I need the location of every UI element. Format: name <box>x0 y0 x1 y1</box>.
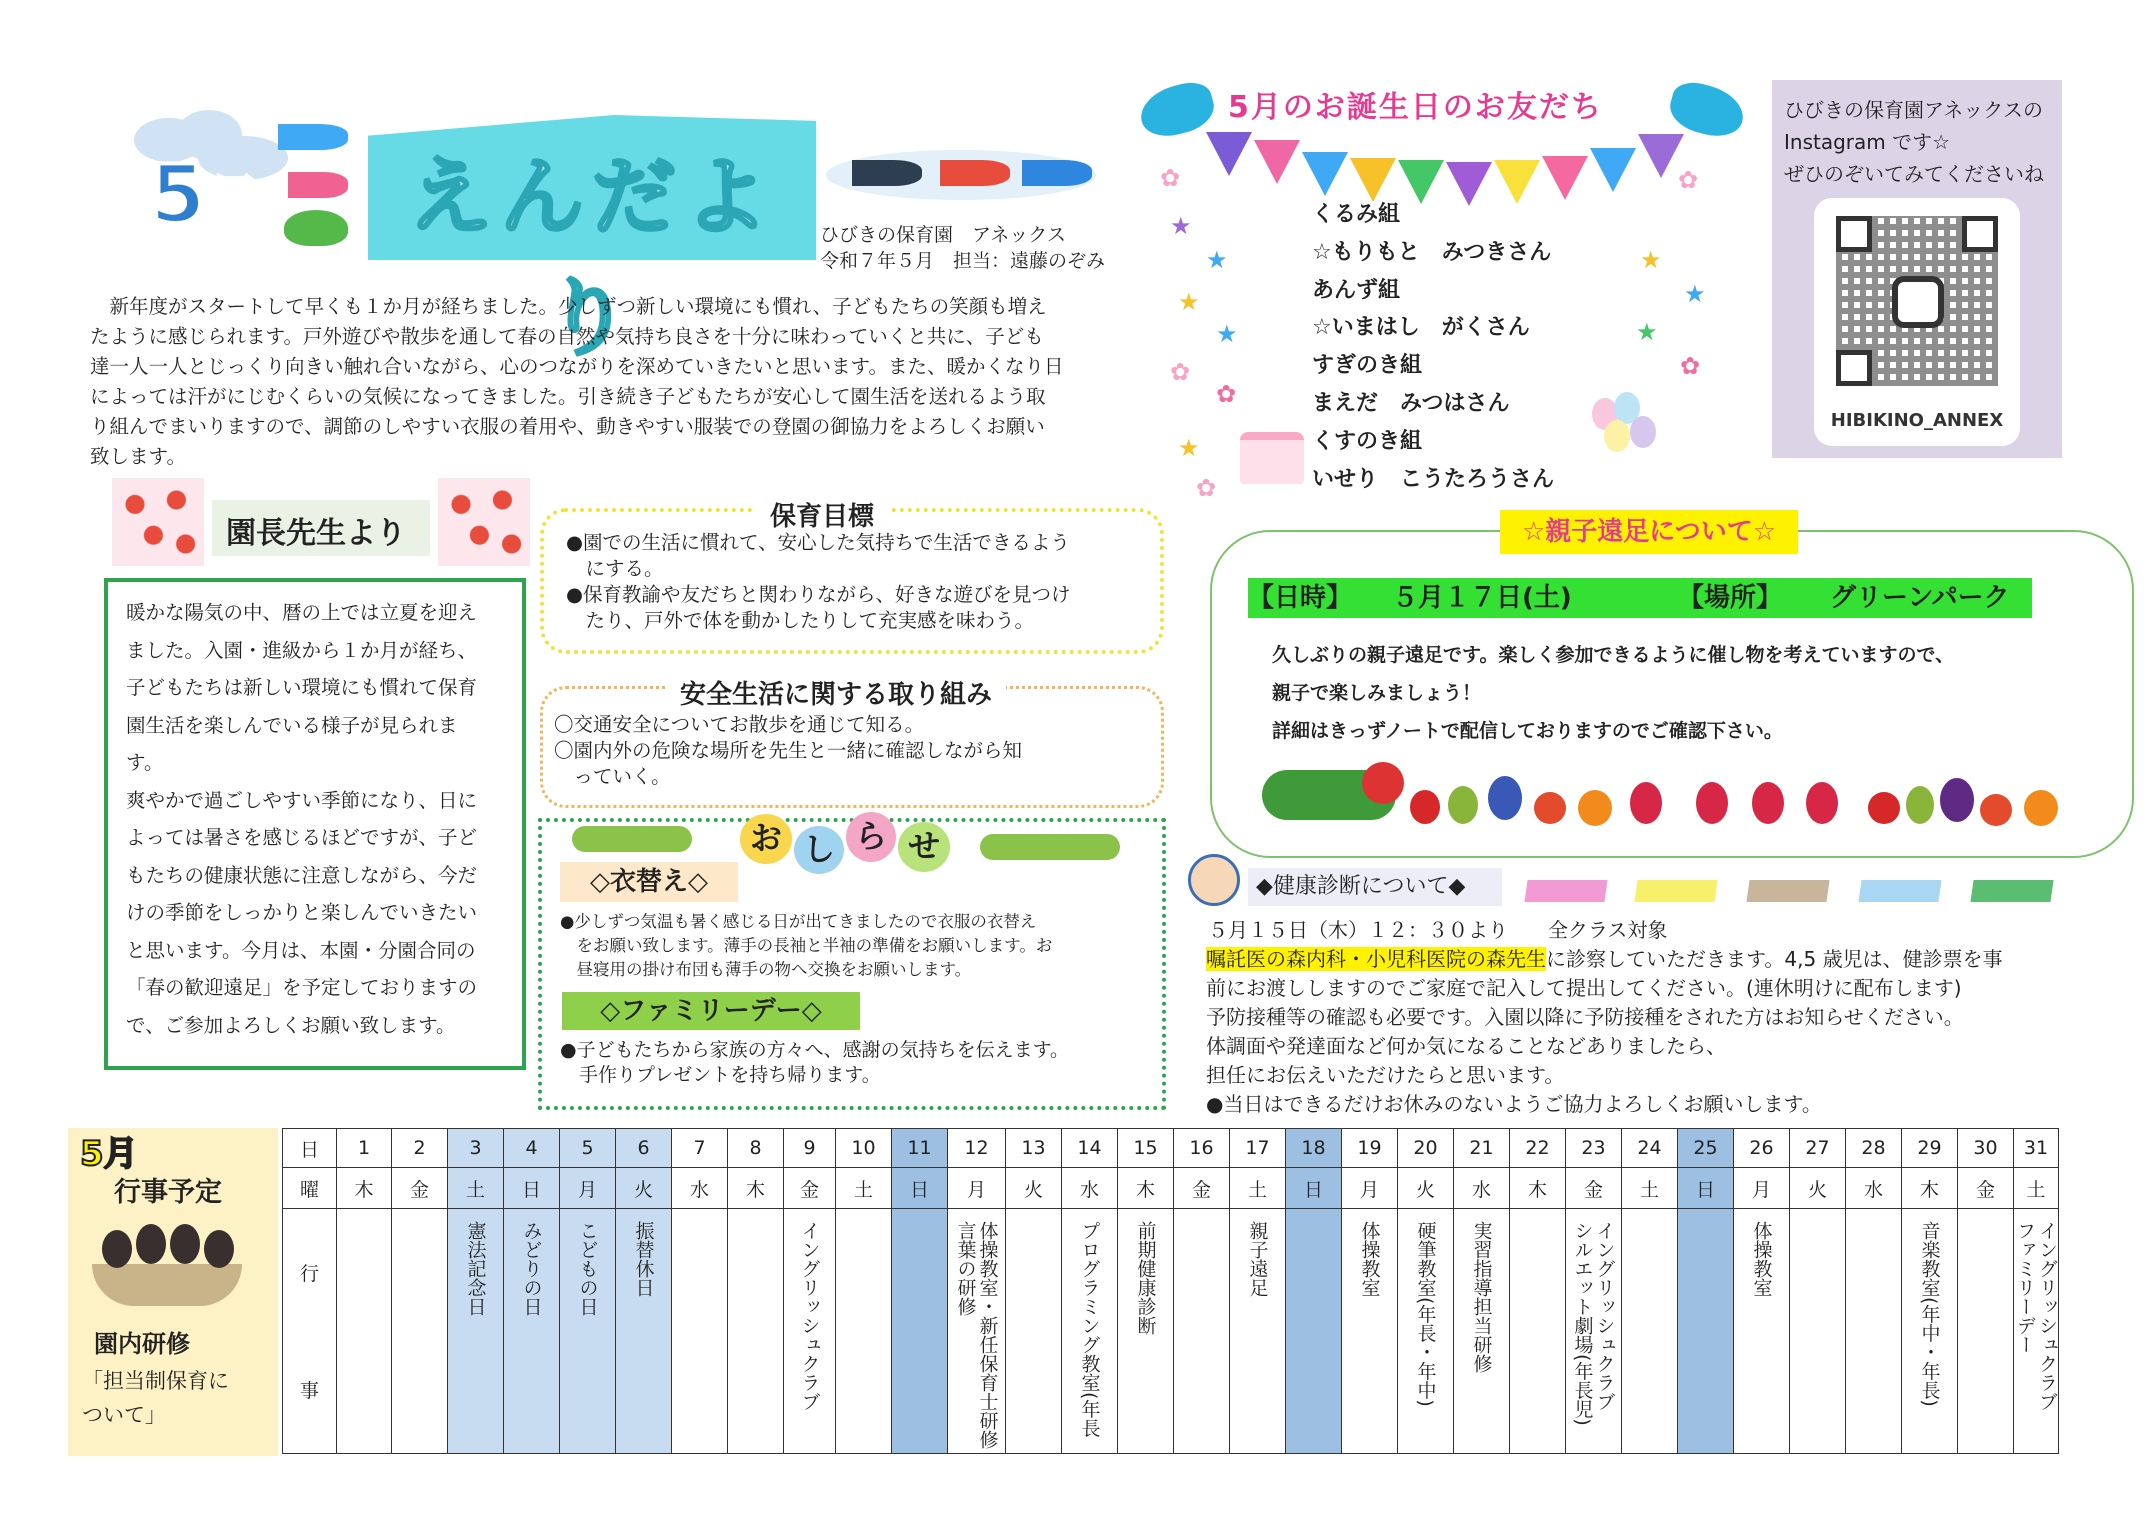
calendar-day-number: 5 <box>560 1129 616 1168</box>
calendar-event: 体操教室 <box>1358 1221 1381 1297</box>
star-icon: ✿ <box>1680 352 1701 380</box>
calendar-title: 行事予定 <box>114 1177 222 1208</box>
calendar-weekday: 土 <box>836 1168 892 1209</box>
family-day-heading: ◇ファミリーデー◇ <box>562 992 860 1030</box>
beans-right-icon <box>980 834 1120 860</box>
calendar-month: 5月 <box>80 1134 138 1174</box>
calendar-event: 体操教室・新任保育士研修 <box>976 1221 999 1449</box>
star-icon: ★ <box>1216 320 1238 348</box>
calendar-day-number: 3 <box>448 1129 504 1168</box>
color-dash <box>1524 880 1607 902</box>
birthday-heading: 5月のお誕生日のお友だち <box>1228 90 1603 125</box>
calendar-day-number: 23 <box>1566 1129 1622 1168</box>
calendar-event: ファミリーデー <box>2014 1221 2036 1354</box>
caterpillar-head-icon <box>1362 762 1404 804</box>
fruit-icon <box>2024 790 2058 826</box>
calendar-weekday: 月 <box>560 1168 616 1209</box>
calendar-event-cell <box>504 1209 560 1454</box>
calendar-event-cell <box>448 1209 504 1454</box>
calendar-day-number: 11 <box>892 1129 948 1168</box>
calendar-event-cell <box>1398 1209 1454 1454</box>
doctor-name: 嘱託医の森内科・小児科医院の森先生 <box>1206 947 1546 971</box>
calendar-event-cell <box>337 1209 392 1454</box>
calendar-day-number: 4 <box>504 1129 560 1168</box>
row-label-weekday: 曜 <box>283 1168 337 1209</box>
calendar-day-number: 18 <box>1286 1129 1342 1168</box>
calendar-day-number: 13 <box>1006 1129 1062 1168</box>
picnic-heading: ☆親子遠足について☆ <box>1500 510 1798 554</box>
calendar-event-cell <box>1958 1209 2014 1454</box>
calendar-weekday: 火 <box>1398 1168 1454 1209</box>
koinobori-icon <box>278 124 348 150</box>
calendar-event-cell <box>1790 1209 1846 1454</box>
safety-text: 〇交通安全についてお散歩を通じて知る。 〇園内外の危険な場所を先生と一緒に確認しながら知 っていく。 <box>554 713 1023 788</box>
koinobori-icon <box>852 160 922 186</box>
notice-badge <box>740 808 960 872</box>
goals-heading: 保育目標 <box>752 496 892 533</box>
fruit-icon <box>1806 782 1838 824</box>
fruit-icon <box>1534 792 1566 824</box>
calendar-weekday: 木 <box>337 1168 392 1209</box>
calendar-weekday: 土 <box>1230 1168 1286 1209</box>
star-icon: ✿ <box>1216 380 1237 408</box>
calendar-weekday: 火 <box>1006 1168 1062 1209</box>
doctor-icon <box>1188 854 1240 906</box>
calendar-day-number: 10 <box>836 1129 892 1168</box>
calendar-event: シルエット劇場(年長児) <box>1571 1221 1594 1426</box>
calendar-day-number: 16 <box>1174 1129 1230 1168</box>
calendar-event: イングリッシュクラブ <box>2036 1221 2058 1411</box>
star-icon: ✿ <box>1170 358 1191 386</box>
calendar-day-number: 2 <box>392 1129 448 1168</box>
calendar-side-panel <box>68 1128 278 1456</box>
calendar-event-cell <box>1062 1209 1118 1454</box>
health-heading: ◆健康診断について◆ <box>1248 868 1502 906</box>
calendar-event: 振替休日 <box>632 1221 655 1297</box>
calendar-event-cell <box>1118 1209 1174 1454</box>
calendar-day-number: 8 <box>728 1129 784 1168</box>
calendar-weekday: 木 <box>728 1168 784 1209</box>
calendar-weekday: 火 <box>616 1168 672 1209</box>
star-icon: ✿ <box>1160 164 1181 192</box>
star-icon: ★ <box>1636 318 1658 346</box>
calendar-event-cell <box>1566 1209 1622 1454</box>
koinobori-icon <box>288 172 348 198</box>
calendar-event-cell <box>1174 1209 1230 1454</box>
instagram-box <box>1772 80 2062 458</box>
fruit-icon <box>1448 786 1478 824</box>
calendar-day-number: 17 <box>1230 1129 1286 1168</box>
month-title: 5月 <box>150 148 262 241</box>
calendar-event: イングリッシュクラブ <box>798 1221 821 1411</box>
calendar-event-cell <box>784 1209 836 1454</box>
calendar-event-cell <box>892 1209 948 1454</box>
calendar-weekday: 土 <box>448 1168 504 1209</box>
calendar-event: 親子遠足 <box>1246 1221 1269 1297</box>
calendar-weekday: 木 <box>1510 1168 1566 1209</box>
koinobori-icon <box>940 160 1010 186</box>
calendar-weekday: 月 <box>1734 1168 1790 1209</box>
calendar-day-number: 19 <box>1342 1129 1398 1168</box>
clothes-heading: ◇衣替え◇ <box>560 862 738 902</box>
calendar-day-number: 24 <box>1622 1129 1678 1168</box>
calendar-event-cell <box>1846 1209 1902 1454</box>
calendar-event: 硬筆教室(年長・年中) <box>1414 1221 1437 1407</box>
picnic-text: 久しぶりの親子遠足です。楽しく参加できるように催し物を考えていますので、 親子で楽しみましょう！ 詳細はきっずノートで配信しておりますのでご確認下さい。 <box>1272 644 1955 742</box>
calendar-day-number: 21 <box>1454 1129 1510 1168</box>
calendar-event: プログラミング教室(年長 <box>1078 1221 1101 1438</box>
newsletter-title: えんだより <box>407 148 776 367</box>
balloon-icon: ら <box>846 812 896 862</box>
star-icon: ★ <box>1178 434 1200 462</box>
row-label-events: 行 事 <box>283 1209 337 1454</box>
instagram-text: ひびきの保育園アネックスの Instagram です☆ ぜひのぞいてみてくださいね <box>1784 98 2044 186</box>
calendar-event-cell <box>1342 1209 1398 1454</box>
qr-finder <box>1836 350 1872 386</box>
calendar-weekday: 木 <box>1118 1168 1174 1209</box>
calendar-event-cell <box>560 1209 616 1454</box>
calendar-event-cell <box>948 1209 1006 1454</box>
school-info <box>820 222 1105 274</box>
picnic-date-bar: 【日時】 ５月１７日(土) 【場所】 グリーンパーク <box>1248 578 2032 618</box>
calendar-event-cell <box>1510 1209 1566 1454</box>
fruit-icon <box>1488 776 1522 820</box>
calendar-weekday: 水 <box>672 1168 728 1209</box>
balloon-icon: し <box>794 826 844 874</box>
fruit-icon <box>1578 790 1612 826</box>
calendar-event: 言葉の研修 <box>954 1221 977 1316</box>
calendar-event: 前期健康診断 <box>1134 1221 1157 1335</box>
calendar-weekday: 金 <box>392 1168 448 1209</box>
family-day-text: ●子どもたちから家族の方々へ、感謝の気持ちを伝えます。 手作りプレゼントを持ち帰ります。 <box>560 1039 1070 1086</box>
school-name: ひびきの保育園 アネックス <box>820 224 1067 246</box>
calendar-event: 体操教室 <box>1750 1221 1773 1297</box>
calendar-weekday: 火 <box>1790 1168 1846 1209</box>
director-message: 暖かな陽気の中、暦の上では立夏を迎え ました。入園・進級から１か月が経ち、 子どもたちは新しい環境にも慣れて保育 園生活を楽しんでいる様子が見られま す。 爽やかで過ごしやすい季節になり、日に よっては暑さを感じるほどですが、子ど もたちの健康状態に注意しながら、今だ けの季節をしっかりと楽しんでいきたい と思います。今月は、本園・分園合同の 「春の歓迎遠足」を予定しておりますの で、ご参加よろしくお願い致します。 <box>126 601 478 1037</box>
calendar-day-number: 30 <box>1958 1129 2014 1168</box>
intro-paragraph: 新年度がスタートして早くも１か月が経ちました。少しずつ新しい環境にも慣れ、子どもたちの笑顔も増え たように感じられます。戸外遊びや散歩を通して春の自然や気持ち良さを十分に味わっていくと共に、子ども 達一人一人とじっくり向きい触れ合いながら、心のつながりを深めていきたいと思います。また、暖かくなり日 によっては汗がにじむくらいの気候になってきました。引き続き子どもたちが安心して園生活を送れるよう取 り組んでまいりますので、調節のしやすい衣服の着用や、動きやすい服装での登園の御協力をよろしくお願い 致します。 <box>90 295 1064 468</box>
qr-code[interactable] <box>1814 198 2020 446</box>
fruit-icon <box>1410 790 1440 824</box>
calendar-day-number: 27 <box>1790 1129 1846 1168</box>
calendar-day-number: 9 <box>784 1129 836 1168</box>
calendar-day-number: 28 <box>1846 1129 1902 1168</box>
calendar-weekday: 水 <box>1454 1168 1510 1209</box>
color-dash <box>1634 880 1717 902</box>
fruit-icon <box>1940 778 1974 822</box>
safety-heading: 安全生活に関する取り組み <box>666 674 1006 711</box>
calendar-event-cell <box>1622 1209 1678 1454</box>
instagram-icon <box>1892 276 1944 328</box>
star-icon: ★ <box>1170 212 1192 240</box>
calendar-event: 音楽教室(年中・年長) <box>1918 1221 1941 1407</box>
color-dash <box>1746 880 1829 902</box>
calendar-day-number: 12 <box>948 1129 1006 1168</box>
calendar-weekday: 土 <box>1622 1168 1678 1209</box>
strawberry-pattern-right <box>438 478 530 566</box>
calendar-event-cell <box>616 1209 672 1454</box>
fruit-icon <box>1696 782 1728 824</box>
calendar-weekday: 金 <box>1958 1168 2014 1209</box>
calendar-day-number: 22 <box>1510 1129 1566 1168</box>
bird-right-icon <box>1665 77 1749 143</box>
calendar-weekday: 日 <box>504 1168 560 1209</box>
calendar-event: みどりの日 <box>520 1221 543 1316</box>
calendar-weekday: 日 <box>1286 1168 1342 1209</box>
training-heading: 園内研修 <box>94 1330 190 1358</box>
birthday-names: くるみ組 ☆もりもと みつきさん あんず組 ☆いまはし がくさん すぎのき組 まえだ みつはさん くすのき組 いせり こうたろうさん <box>1312 202 1555 492</box>
row-label-day: 日 <box>283 1129 337 1168</box>
birthday-cake-icon <box>1240 432 1304 484</box>
beans-left-icon <box>572 826 692 852</box>
goals-text: ●園での生活に慣れて、安心した気持ちで生活できるよう にする。 ●保育教諭や友だちと関わりながら、好きな遊びを見つけ たり、戸外で体を動かしたりして充実感を味わう。 <box>566 531 1071 632</box>
fruit-icon <box>1980 794 2012 826</box>
calendar-event-cell <box>1734 1209 1790 1454</box>
calendar-day-number: 31 <box>2014 1129 2059 1168</box>
calendar-day-number: 6 <box>616 1129 672 1168</box>
star-icon: ★ <box>1684 280 1706 308</box>
calendar-day-number: 20 <box>1398 1129 1454 1168</box>
fruit-icon <box>1630 782 1662 824</box>
calendar-day-number: 7 <box>672 1129 728 1168</box>
calendar-event: こどもの日 <box>576 1221 599 1316</box>
balloon-icon: せ <box>898 822 950 872</box>
calendar-day-number: 25 <box>1678 1129 1734 1168</box>
training-text: 「担当制保育に ついて」 <box>82 1369 229 1427</box>
star-icon: ✿ <box>1196 474 1217 502</box>
calendar-day-number: 29 <box>1902 1129 1958 1168</box>
star-icon: ★ <box>1206 246 1228 274</box>
calendar-event-cell <box>1678 1209 1734 1454</box>
calendar-event: 実習指導担当研修 <box>1470 1221 1493 1373</box>
strawberry-pattern-left <box>112 478 204 566</box>
calendar-weekday: 水 <box>1846 1168 1902 1209</box>
clothes-text: ●少しずつ気温も暑く感じる日が出てきましたので衣服の衣替え をお願い致します。薄手の長袖と半袖の準備をお願いします。お 昼寝用の掛け布団も薄手の物へ交換をお願いします。 <box>560 912 1053 979</box>
calendar-weekday: 日 <box>892 1168 948 1209</box>
fruit-icon <box>1868 792 1900 824</box>
calendar-weekday: 月 <box>1342 1168 1398 1209</box>
swallows-nest-icon <box>92 1220 242 1306</box>
koinobori-icon <box>1022 160 1092 186</box>
calendar-day-number: 15 <box>1118 1129 1174 1168</box>
calendar-event-cell <box>1286 1209 1342 1454</box>
event-calendar <box>282 1128 2059 1454</box>
kashiwa-mochi-icon <box>284 210 348 246</box>
calendar-event-cell <box>1454 1209 1510 1454</box>
calendar-event-cell <box>1006 1209 1062 1454</box>
calendar-event-cell <box>728 1209 784 1454</box>
instagram-handle: HIBIKINO_ANNEX <box>1830 410 2004 431</box>
calendar-event-cell <box>1230 1209 1286 1454</box>
calendar-event-cell <box>2014 1209 2059 1454</box>
director-heading: 園長先生より <box>226 516 406 551</box>
calendar-day-number: 1 <box>337 1129 392 1168</box>
color-dash <box>1970 880 2053 902</box>
calendar-day-number: 26 <box>1734 1129 1790 1168</box>
calendar-weekday: 土 <box>2014 1168 2059 1209</box>
calendar-event-cell <box>1902 1209 1958 1454</box>
health-text: ５月１５日（木）１２：３０より 全クラス対象 嘱託医の森内科・小児科医院の森先生に診察していただきます。4,5 歳児は、健診票を事 前にお渡ししますのでご家庭で記入して提出してください。(連休明けに配布します) 予防接種等の確認も必要です。入園以降に予防接種をされた方はお知らせください。 体調面や発達面など何か気になることなどありましたら、 担任にお伝えいただけたらと思います。 ●当日はできるだけお休みのないようご協力よろしくお願いします。 <box>1206 918 2003 1116</box>
star-icon: ✿ <box>1678 166 1699 194</box>
issue-info: 令和７年５月 担当：遠藤のぞみ <box>820 250 1106 272</box>
fruit-icon <box>1906 786 1934 824</box>
star-icon: ★ <box>1640 246 1662 274</box>
calendar-weekday: 水 <box>1062 1168 1118 1209</box>
calendar-event: 憲法記念日 <box>464 1221 487 1316</box>
calendar-weekday: 金 <box>784 1168 836 1209</box>
calendar-event: イングリッシュクラブ <box>1593 1221 1616 1411</box>
calendar-weekday: 金 <box>1566 1168 1622 1209</box>
calendar-event-cell <box>392 1209 448 1454</box>
star-icon: ★ <box>1178 288 1200 316</box>
color-dash <box>1858 880 1941 902</box>
fruit-icon <box>1752 782 1784 824</box>
calendar-event-cell <box>672 1209 728 1454</box>
calendar-weekday: 日 <box>1678 1168 1734 1209</box>
calendar-day-number: 14 <box>1062 1129 1118 1168</box>
calendar-weekday: 木 <box>1902 1168 1958 1209</box>
qr-finder <box>1836 216 1872 252</box>
calendar-weekday: 月 <box>948 1168 1006 1209</box>
calendar-event-cell <box>836 1209 892 1454</box>
calendar-weekday: 金 <box>1174 1168 1230 1209</box>
qr-finder <box>1962 216 1998 252</box>
director-message-box <box>104 578 526 1070</box>
balloon-icon: お <box>740 814 792 864</box>
